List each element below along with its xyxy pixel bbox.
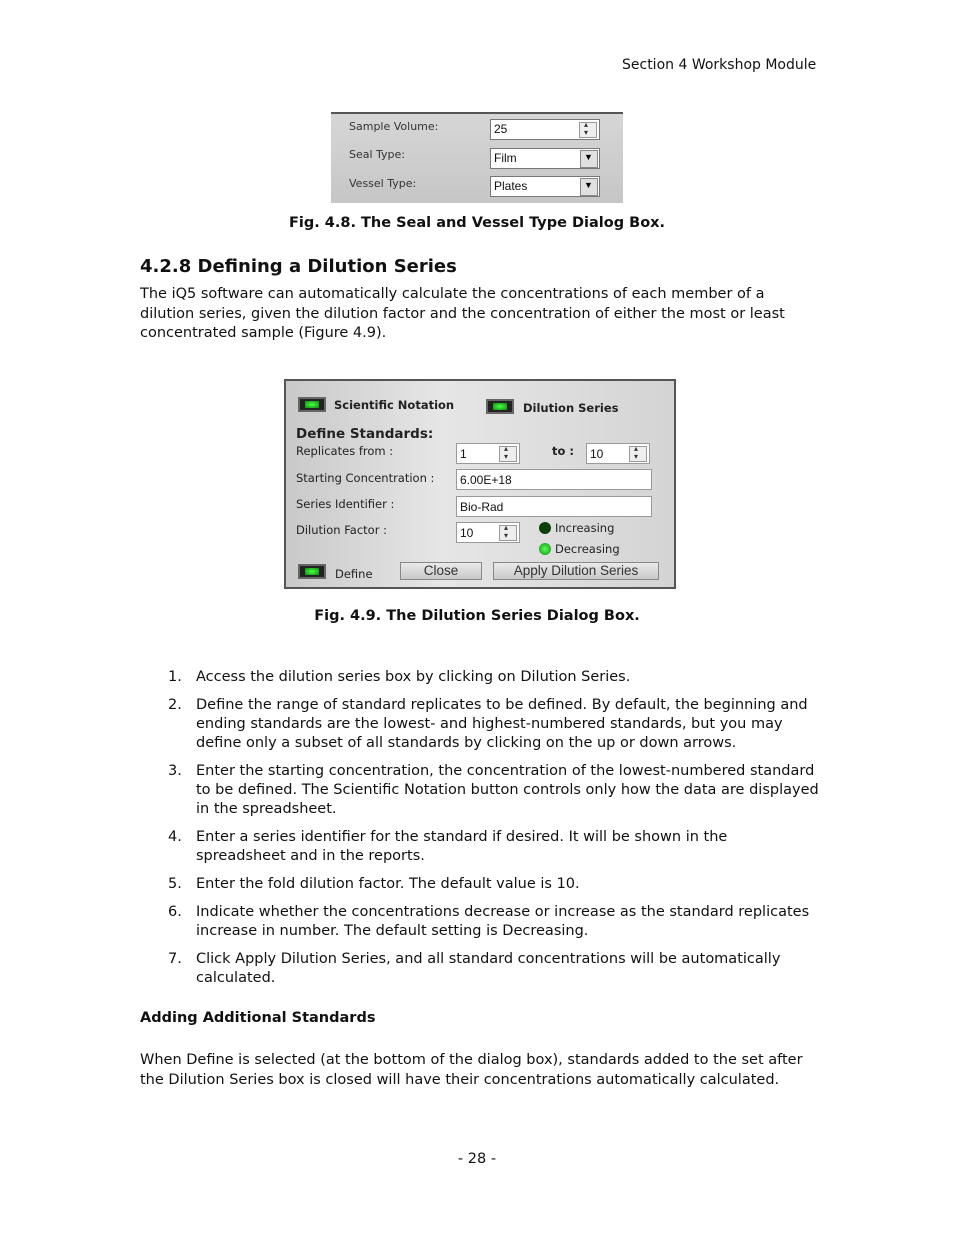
starting-concentration-label: Starting Concentration :	[296, 471, 435, 485]
apply-dilution-series-button[interactable]: Apply Dilution Series	[493, 562, 659, 580]
page-number: - 28 -	[457, 1151, 497, 1167]
spinner-arrows-icon[interactable]	[629, 446, 647, 462]
chevron-down-icon[interactable]	[580, 150, 598, 168]
dilution-series-toggle[interactable]	[486, 399, 514, 414]
replicates-to-input[interactable]: 10 ▴ ▾	[586, 443, 650, 464]
dilution-series-dialog	[284, 379, 676, 589]
increasing-radio[interactable]	[539, 522, 551, 534]
series-identifier-input[interactable]: Bio-Rad	[456, 496, 652, 517]
define-label: Define	[335, 567, 373, 581]
to-label: to :	[552, 444, 575, 458]
spinner-arrows-icon[interactable]	[499, 525, 517, 541]
running-header: Section 4 Workshop Module	[622, 57, 817, 73]
starting-concentration-input[interactable]: 6.00E+18	[456, 469, 652, 490]
sample-volume-spinner[interactable]: 25 ▴ ▾	[490, 119, 600, 140]
intro-paragraph: The iQ5 software can automatically calculate the concentrations of each member of a dilution series, given the dilution factor and the concentration of either the most or least concentrated sample (Figure 4.9).	[140, 286, 785, 341]
sci-notation-label: Scientific Notation	[334, 398, 455, 412]
define-standards-heading: Define Standards:	[296, 426, 434, 442]
sci-notation-toggle[interactable]	[298, 397, 326, 412]
sample-volume-label: Sample Volume:	[349, 120, 439, 133]
list-item: 2. Define the range of standard replicates to be defined. By default, the beginning and ending standards are the lowest- and highest-numbered standards, but you may define only a subset of all standards by clicking on the up or down arrows.	[168, 697, 808, 751]
replicates-from-input[interactable]: 1 ▴ ▾	[456, 443, 520, 464]
seal-type-select[interactable]: Film ▼	[490, 148, 600, 169]
dilution-factor-label: Dilution Factor :	[296, 523, 387, 537]
list-item: 4. Enter a series identifier for the standard if desired. It will be shown in the spreadsheet and in the reports.	[168, 829, 728, 864]
section-heading: 4.2.8 Defining a Dilution Series	[140, 256, 457, 277]
seal-vessel-dialog	[331, 112, 623, 203]
vessel-type-select[interactable]: Plates ▼	[490, 176, 600, 197]
subsection-heading: Adding Additional Standards	[140, 1010, 376, 1026]
spinner-arrows-icon[interactable]	[499, 446, 517, 462]
additional-paragraph: When Define is selected (at the bottom of the dialog box), standards added to the set after the Dilution Series box is closed will have their concentrations automatically calculated.	[140, 1052, 803, 1088]
list-item: 7. Click Apply Dilution Series, and all standard concentrations will be automatically calculated.	[168, 951, 781, 986]
replicates-from-label: Replicates from :	[296, 444, 394, 458]
list-item: 6. Indicate whether the concentrations decrease or increase as the standard replicates increase in number. The default setting is Decreasing.	[168, 904, 810, 939]
dilution-series-label: Dilution Series	[523, 401, 619, 415]
series-identifier-label: Series Identifier :	[296, 497, 395, 511]
chevron-down-icon[interactable]	[580, 178, 598, 196]
define-toggle[interactable]	[298, 564, 326, 579]
seal-type-label: Seal Type:	[349, 148, 406, 161]
list-item: 5. Enter the fold dilution factor. The default value is 10.	[168, 876, 580, 892]
list-item: 3. Enter the starting concentration, the concentration of the lowest-numbered standard to be defined. The Scientific Notation button controls only how the data are displayed in the spreadsheet.	[168, 763, 819, 817]
list-item: 1. Access the dilution series box by clicking on Dilution Series.	[168, 669, 631, 685]
figure-caption: Fig. 4.8. The Seal and Vessel Type Dialog Box.	[288, 215, 666, 231]
close-button[interactable]: Close	[400, 562, 482, 580]
vessel-type-label: Vessel Type:	[349, 177, 417, 190]
decreasing-label: Decreasing	[555, 542, 620, 556]
steps-list	[140, 668, 820, 997]
spinner-arrows-icon[interactable]	[579, 122, 597, 138]
increasing-label: Increasing	[555, 521, 615, 535]
dilution-factor-input[interactable]: 10 ▴ ▾	[456, 522, 520, 543]
decreasing-radio[interactable]	[539, 543, 551, 555]
figure-caption: Fig. 4.9. The Dilution Series Dialog Box.	[314, 608, 640, 624]
